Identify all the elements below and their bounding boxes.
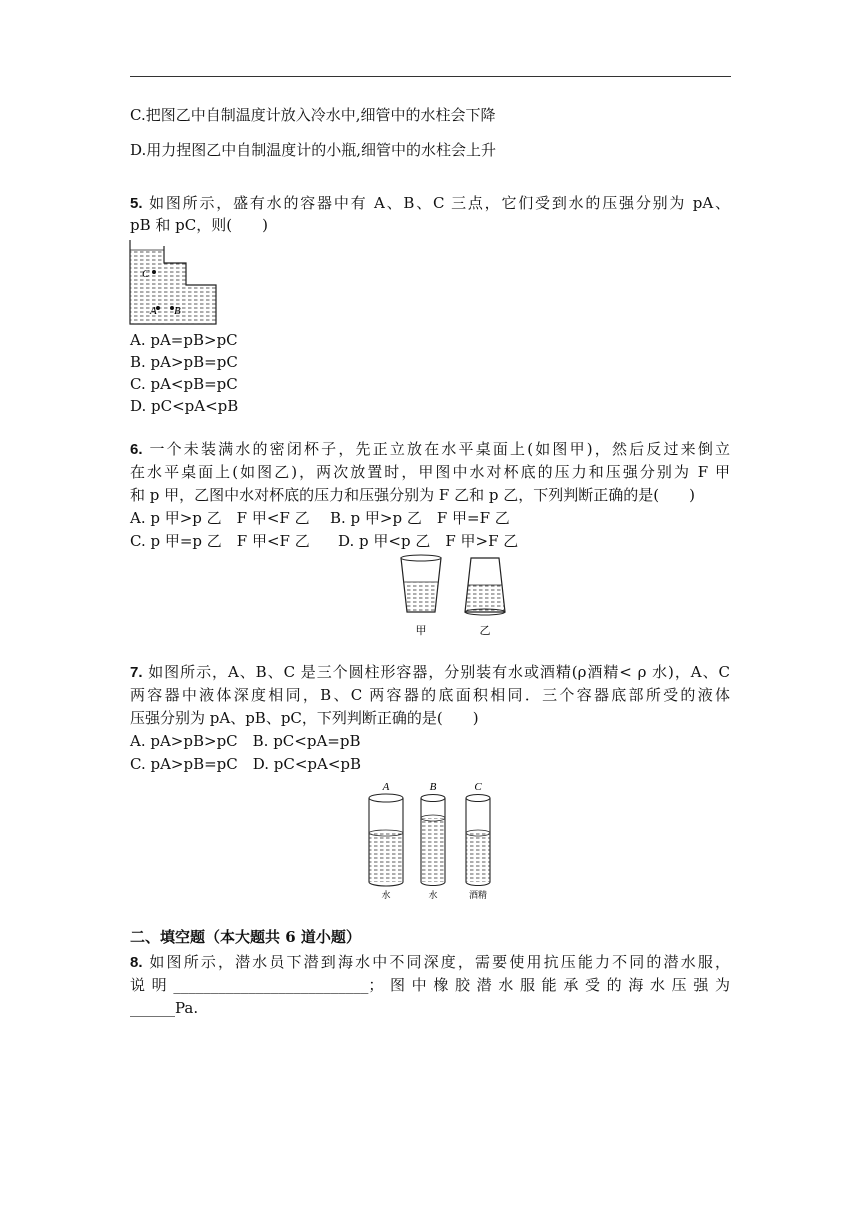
q5-line1-text: 如图所示，盛有水的容器中有 A、B、C 三点，它们受到水的压强分别为 pA、 bbox=[149, 194, 730, 212]
q6-number: 6. bbox=[130, 441, 143, 458]
q8-line1-text: 如图所示，潜水员下潜到海水中不同深度，需要使用抗压能力不同的潜水服， bbox=[149, 953, 730, 971]
q6-option-c: C. p 甲=p 乙 F 甲<F 乙 bbox=[130, 532, 310, 550]
q5-stem-line2: pB 和 pC，则( ) bbox=[130, 216, 268, 234]
q6-line1-text: 一个未装满水的密闭杯子，先正立放在水平桌面上(如图甲)，然后反过来倒立 bbox=[149, 440, 730, 458]
q8-stem-line3: ______Pa. bbox=[130, 999, 199, 1017]
q5-option-a: A. pA=pB>pC bbox=[130, 331, 238, 349]
q7-label-b: B bbox=[429, 781, 437, 793]
q7-stem-line3: 压强分别为 pA、pB、pC，下列判断正确的是( ) bbox=[130, 709, 479, 727]
q5-option-c: C. pA<pB=pC bbox=[130, 375, 238, 393]
q7-options-row1: A. pA>pB>pC B. pC<pA=pB bbox=[130, 732, 361, 750]
q6-label-yi: 乙 bbox=[479, 625, 491, 637]
q5-container-figure bbox=[128, 238, 220, 328]
q7-stem-line2: 两容器中液体深度相同，B、C 两容器的底面积相同．三个容器底部所受的液体 bbox=[130, 686, 730, 704]
q6-option-b: B. p 甲>p 乙 F 甲=F 乙 bbox=[330, 509, 510, 527]
q6-label-jia: 甲 bbox=[415, 625, 427, 637]
q6-stem-line1 bbox=[130, 438, 730, 461]
q7-liquid-c: 酒精 bbox=[468, 890, 488, 900]
header-rule bbox=[130, 76, 731, 77]
option-c-line: C.把图乙中自制温度计放入冷水中,细管中的水柱会下降 bbox=[130, 106, 496, 124]
q7-line1-text: 如图所示，A、B、C 是三个圆柱形容器，分别装有水或酒精(ρ酒精< ρ 水)，A、C bbox=[148, 663, 730, 681]
q5-stem-line1 bbox=[130, 192, 730, 215]
q5-label-a: A bbox=[150, 305, 157, 317]
q5-option-b: B. pA>pB=pC bbox=[130, 353, 238, 371]
q7-stem-line1 bbox=[130, 661, 730, 684]
q6-stem-line2: 在水平桌面上(如图乙)，两次放置时，甲图中水对杯底的压力和压强分别为 F 甲 bbox=[130, 463, 730, 481]
q6-stem-line3: 和 p 甲，乙图中水对杯底的压力和压强分别为 F 乙和 p 乙，下列判断正确的是( ) bbox=[130, 486, 695, 504]
q5-label-c: C bbox=[142, 268, 150, 280]
q8-stem-line1 bbox=[130, 951, 730, 974]
q7-number: 7. bbox=[130, 664, 143, 681]
q5-number: 5. bbox=[130, 195, 143, 212]
q5-label-b: B bbox=[174, 305, 181, 317]
q7-liquid-a: 水 bbox=[381, 890, 391, 900]
q8-number: 8. bbox=[130, 954, 143, 971]
q6-option-d: D. p 甲<p 乙 F 甲>F 乙 bbox=[338, 532, 519, 550]
section2-heading: 二、填空题（本大题共 6 道小题） bbox=[130, 928, 361, 946]
q5-option-d: D. pC<pA<pB bbox=[130, 397, 239, 415]
q7-label-a: A bbox=[382, 781, 390, 793]
q7-label-c: C bbox=[474, 781, 482, 793]
q6-cups-figure bbox=[395, 552, 520, 640]
q7-liquid-b: 水 bbox=[428, 890, 438, 900]
option-d-line: D.用力捏图乙中自制温度计的小瓶,细管中的水柱会上升 bbox=[130, 141, 497, 159]
q6-option-a: A. p 甲>p 乙 F 甲<F 乙 bbox=[130, 509, 310, 527]
q7-options-row2: C. pA>pB=pC D. pC<pA<pB bbox=[130, 755, 362, 773]
q8-stem-line2: 说明__________________________；图中橡胶潜水服能承受的海水压强为 bbox=[130, 976, 730, 994]
q7-cylinders-figure bbox=[362, 776, 502, 901]
